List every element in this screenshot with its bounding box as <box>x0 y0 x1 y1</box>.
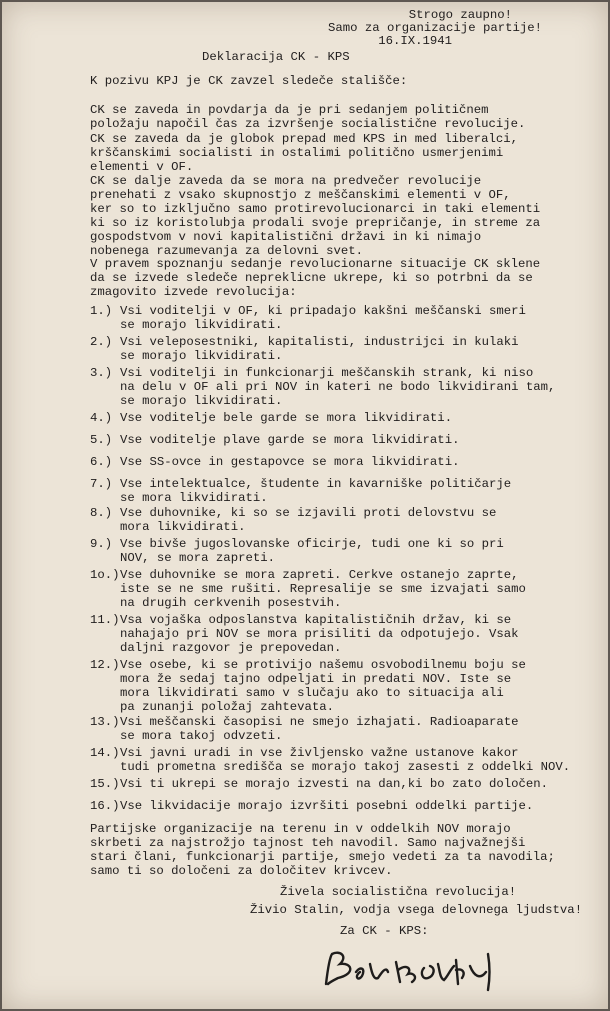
item-number: 16.) <box>90 799 120 813</box>
item-number: 1o.) <box>90 568 120 582</box>
body-paragraph <box>90 174 590 258</box>
item-text <box>120 477 511 505</box>
item-line: Vse duhovnike se mora zapreti. Cerkve ostanejo zaprte, <box>120 568 519 582</box>
item-line: se mora takoj odvzeti. <box>120 729 283 743</box>
paragraph-line: skrbeti za najstrožjo tajnost teh navodil. Samo najvažnejši <box>90 836 526 850</box>
confidential-note: Strogo zaupno! <box>408 8 512 22</box>
item-number: 8.) <box>90 506 113 520</box>
item-line: nahajajo pri NOV se mora prisiliti da odpotujejo. Vsak <box>120 627 519 641</box>
item-number: 11.) <box>90 613 120 627</box>
item-text <box>120 658 526 714</box>
item-line: se morajo likvidirati. <box>120 349 283 363</box>
item-number: 5.) <box>90 433 113 447</box>
item-text <box>120 537 504 565</box>
paragraph-line: gospodstvom v novi kapitalistični državi in ki nimajo <box>90 230 482 244</box>
paragraph-line: zmagovito izvede revolucija: <box>90 285 297 299</box>
item-line: Vse duhovnike, ki so se izjavili proti delovstvu se <box>120 506 497 520</box>
paragraph-line: CK se dalje zaveda da se mora na predvečer revolucije <box>90 174 482 188</box>
item-line: Vsi voditelji v OF, ki pripadajo kakšni meščanski smeri <box>120 304 526 318</box>
paragraph-line: nobenega razumevanja za delovni svet. <box>90 244 364 258</box>
item-number: 9.) <box>90 537 113 551</box>
item-line: Vsi javni uradi in vse življensko važne ustanove kakor <box>120 746 519 760</box>
item-line: na delu v OF ali pri NOV in kateri ne bodo likvidirani tam, <box>120 380 556 394</box>
item-text <box>120 366 555 408</box>
item-line: Vse voditelje plave garde se mora likvidirati. <box>120 433 460 447</box>
paragraph-line: Partijske organizacije na terenu in v oddelkih NOV morajo <box>90 822 511 836</box>
paragraph-line: ki so iz koristolubja prodali svoje prepričanje, in streme za <box>90 216 541 230</box>
item-number: 2.) <box>90 335 113 349</box>
closing-line-1: Živela socialistična revolucija! <box>280 885 517 899</box>
item-line: Vsi veleposestniki, kapitalisti, industrijci in kulaki <box>120 335 519 349</box>
body-paragraph <box>90 103 590 131</box>
paragraph-line: CK se zaveda in povdarja da je pri sedanjem političnem <box>90 103 489 117</box>
party-only-note: Samo za organizacije partije! <box>327 21 542 35</box>
secrecy-paragraph <box>90 822 590 878</box>
item-line: daljni razgovor je prepovedan. <box>120 641 342 655</box>
body-paragraph <box>90 257 590 299</box>
document-date: 16.IX.1941 <box>378 34 452 48</box>
item-line: Vsi meščanski časopisi ne smejo izhajati. Radioaparate <box>120 715 519 729</box>
item-text <box>120 411 452 425</box>
item-line: mora že sedaj tajno odpeljati in predati NOV. Iste se <box>120 672 512 686</box>
paragraph-line: položaju napočil čas za izvršenje socialistične revolucije. <box>90 117 526 131</box>
item-text <box>120 433 459 447</box>
item-line: Vse intelektualce, študente in kavarniške političarje <box>120 477 512 491</box>
paragraph-line: krščanskimi socialisti in ostalimi politično usmerjenimi <box>90 146 504 160</box>
item-number: 14.) <box>90 746 120 760</box>
paragraph-line: elementi v OF. <box>90 160 194 174</box>
item-text <box>120 455 459 469</box>
item-line: Vsa vojaška odposlanstva kapitalističnih držav, ki se <box>120 613 512 627</box>
item-text <box>120 799 533 813</box>
item-line: Vse bivše jugoslovanske oficirje, tudi one ki so pri <box>120 537 504 551</box>
item-text <box>120 304 526 332</box>
item-line: Vsi voditelji in funkcionarji meščanskih strank, ki niso <box>120 366 534 380</box>
item-text <box>120 746 570 774</box>
item-line: se mora likvidirati. <box>120 491 268 505</box>
item-line: Vsi ti ukrepi se morajo izvesti na dan,ki bo zato določen. <box>120 777 549 791</box>
item-number: 4.) <box>90 411 113 425</box>
document-page <box>2 2 608 1009</box>
paragraph-line: ker so to izključno samo protirevolucionarci in taki elementi <box>90 202 541 216</box>
paragraph-line: V pravem spoznanju sedanje revolucionarne situacije CK sklene <box>90 257 541 271</box>
item-line: NOV, se mora zapreti. <box>120 551 275 565</box>
item-line: iste se ne sme rušiti. Represalije se sme izvajati samo <box>120 582 526 596</box>
paragraph-line: stari člani, funkcionarji partije, smejo vedeti za ta navodila; <box>90 850 555 864</box>
item-line: mora likvidirati. <box>120 520 246 534</box>
item-number: 3.) <box>90 366 113 380</box>
body-paragraph <box>90 132 590 174</box>
item-line: Vse osebe, ki se protivijo našemu osvobodilnemu boju se <box>120 658 526 672</box>
handwritten-signature <box>316 942 536 1002</box>
item-number: 15.) <box>90 777 120 791</box>
item-text <box>120 715 518 743</box>
item-line: se morajo likvidirati. <box>120 318 283 332</box>
item-text <box>120 568 526 610</box>
item-line: mora likvidirati samo v slučaju ako to situacija ali <box>120 686 504 700</box>
item-line: Vse SS-ovce in gestapovce se mora likvidirati. <box>120 455 460 469</box>
item-number: 12.) <box>90 658 120 672</box>
paragraph-line: da se izvede sledeče nepreklicne ukrepe, ki so potrbni da se <box>90 271 533 285</box>
item-line: Vse voditelje bele garde se mora likvidirati. <box>120 411 453 425</box>
item-line: Vse likvidacije morajo izvršiti posebni oddelki partije. <box>120 799 534 813</box>
item-text <box>120 506 496 534</box>
item-number: 1.) <box>90 304 113 318</box>
item-line: na drugih cerkvenih posestvih. <box>120 596 342 610</box>
item-text <box>120 335 518 363</box>
item-line: pa zunanji položaj zahtevata. <box>120 700 335 714</box>
intro-line: K pozivu KPJ je CK zavzel sledeče stališče: <box>90 74 408 88</box>
closing-line-2: Živio Stalin, vodja vsega delovnega ljudstva! <box>250 903 583 917</box>
item-text <box>120 613 518 655</box>
document-title: Deklaracija CK - KPS <box>202 50 350 64</box>
paragraph-line: prenehati z vsako skupnostjo z meščanskimi elementi v OF, <box>90 188 511 202</box>
item-number: 6.) <box>90 455 113 469</box>
item-number: 13.) <box>90 715 120 729</box>
paragraph-line: CK se zaveda da je globok prepad med KPS in med liberalci, <box>90 132 519 146</box>
item-text <box>120 777 548 791</box>
item-number: 7.) <box>90 477 113 491</box>
paragraph-line: samo ti so določeni za določitev krivcev. <box>90 864 393 878</box>
item-line: tudi prometna središča se morajo takoj zasesti z oddelki NOV. <box>120 760 571 774</box>
intro-paragraph <box>90 74 590 88</box>
item-line: se morajo likvidirati. <box>120 394 283 408</box>
closing-for: Za CK - KPS: <box>340 924 429 938</box>
